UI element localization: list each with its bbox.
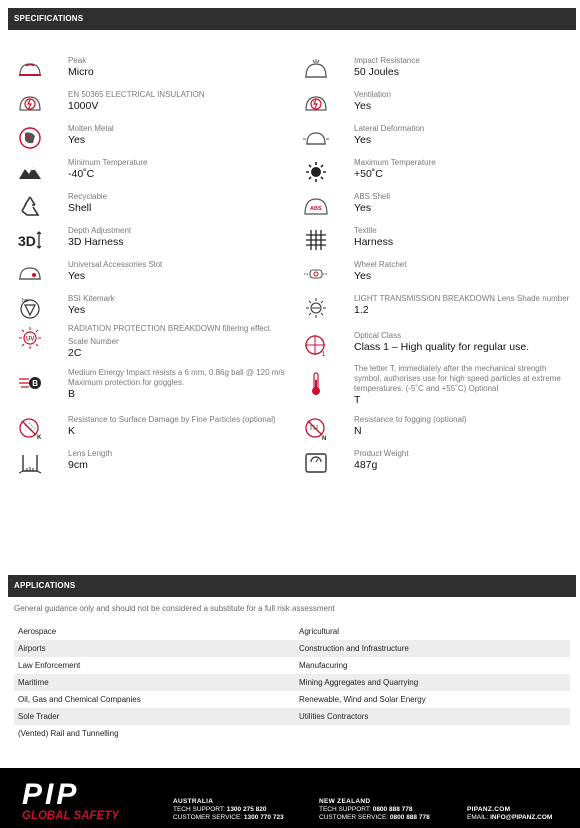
spec-radiation-protection	[16, 324, 270, 360]
fogging-icon	[302, 417, 330, 441]
spec-label: Recyclable	[68, 192, 108, 201]
spec-label: Resistance to fogging (optional)	[354, 415, 467, 424]
maximum-temperature-icon	[302, 160, 330, 184]
spec-value: B	[68, 388, 76, 400]
spec-label: Peak	[68, 56, 87, 65]
table-row	[14, 725, 570, 742]
table-row	[14, 657, 570, 674]
spec-depth-adjustment	[16, 226, 131, 252]
customer-service-label: CUSTOMER SERVICE:	[319, 814, 389, 821]
table-row	[14, 623, 570, 640]
spec-label: Maximum Temperature	[354, 158, 436, 167]
impact-helmet-icon	[302, 58, 330, 82]
applications-table	[14, 623, 570, 742]
table-cell: Law Enforcement	[18, 661, 81, 670]
footer-web	[467, 806, 552, 822]
spec-maximum-temperature	[302, 158, 436, 184]
spec-value: 9cm	[68, 459, 88, 471]
spec-surface-damage	[16, 415, 276, 441]
spec-value: 487g	[354, 459, 378, 471]
table-row	[14, 708, 570, 725]
spec-label: Minimum Temperature	[68, 158, 148, 167]
spec-value: T	[354, 394, 361, 406]
spec-electrical-insulation	[16, 90, 205, 116]
minimum-temperature-icon	[16, 160, 44, 184]
spec-label: Textile	[354, 226, 377, 235]
spec-label: Molten Metal	[68, 124, 114, 133]
svg-text:UV: UV	[26, 336, 35, 343]
customer-service-number[interactable]: 1300 770 723	[243, 814, 284, 821]
spec-label: BSI Kitemark	[68, 294, 115, 303]
electrical-insulation-icon	[16, 92, 44, 116]
spec-label: Lens Length	[68, 449, 113, 458]
spec-label-2: Scale Number	[68, 337, 119, 346]
email-label: EMAIL:	[467, 814, 489, 821]
tech-support-label: TECH SUPPORT:	[319, 806, 371, 813]
spec-value: 2C	[68, 347, 82, 359]
wheel-ratchet-icon	[302, 262, 330, 286]
spec-peak	[16, 56, 94, 82]
svg-text:N: N	[322, 436, 327, 441]
table-cell	[295, 725, 570, 742]
spec-molten-metal	[16, 124, 114, 150]
spec-value: Yes	[354, 134, 372, 146]
spec-label: Ventilation	[354, 90, 391, 99]
footer	[0, 768, 580, 828]
spec-label-3: temperatures. (-5˚C and +55˚C) Optional	[354, 384, 499, 393]
spec-label: ABS Shell	[354, 192, 391, 201]
spec-value: 50 Joules	[354, 66, 399, 78]
spec-label: LIGHT TRANSMISSION BREAKDOWN Lens Shade number	[354, 294, 570, 303]
uv-radiation-icon	[16, 326, 44, 350]
tech-support-label: TECH SUPPORT:	[173, 806, 225, 813]
table-row	[14, 640, 570, 657]
spec-bsi-kitemark	[16, 294, 115, 320]
molten-metal-icon	[16, 126, 44, 150]
table-row	[14, 674, 570, 691]
spec-abs-shell	[302, 192, 390, 218]
spec-lateral-deformation	[302, 124, 424, 150]
spec-value: Yes	[354, 202, 372, 214]
spec-value: -40˚C	[68, 168, 95, 180]
footer-australia	[173, 798, 284, 822]
svg-text:ABS: ABS	[310, 206, 322, 212]
spec-value: N	[354, 425, 362, 437]
customer-service-number[interactable]: 0800 888 778	[389, 814, 430, 821]
svg-text:B: B	[32, 379, 39, 388]
spec-value: Yes	[68, 304, 86, 316]
spec-value: Shell	[68, 202, 92, 214]
spec-fogging	[302, 415, 467, 441]
applications-note: General guidance only and should not be considered a substitute for a full risk assessment	[14, 604, 335, 613]
table-cell: Renewable, Wind and Solar Energy	[299, 695, 426, 704]
customer-service-label: CUSTOMER SERVICE:	[173, 814, 243, 821]
spec-medium-energy-impact	[16, 368, 285, 401]
email-link[interactable]: INFO@PIPANZ.COM	[490, 814, 553, 821]
spec-wheel-ratchet	[302, 260, 406, 286]
table-cell: Oil, Gas and Chemical Companies	[18, 695, 141, 704]
pip-logo	[22, 778, 119, 823]
spec-label: Resistance to Surface Damage by Fine Particles (optional)	[68, 415, 276, 424]
table-cell: (Vented) Rail and Tunnelling	[18, 729, 119, 738]
applications-header: APPLICATIONS	[8, 575, 576, 597]
table-cell: Manufacuring	[299, 661, 348, 670]
spec-value: Harness	[354, 236, 394, 248]
spec-ventilation	[302, 90, 391, 116]
spec-label: Depth Adjustment	[68, 226, 132, 235]
table-row	[14, 691, 570, 708]
impact-b-icon	[16, 370, 44, 394]
spec-textile	[302, 226, 393, 252]
accessories-slot-icon	[16, 262, 44, 286]
spec-label: EN 50365 ELECTRICAL INSULATION	[68, 90, 205, 99]
thermometer-icon	[302, 372, 330, 396]
abs-shell-icon	[302, 194, 330, 218]
svg-text:1: 1	[322, 352, 326, 357]
table-cell: Mining Aggregates and Quarrying	[299, 678, 419, 687]
lens-length-icon	[16, 451, 44, 475]
footer-heading: AUSTRALIA	[173, 798, 214, 805]
spec-label-2: symbol, authorises use for high speed particles at extreme	[354, 374, 561, 383]
spec-product-weight	[302, 449, 409, 475]
spec-value: Yes	[354, 270, 372, 282]
optical-class-icon	[302, 333, 330, 357]
spec-label: Product Weight	[354, 449, 409, 458]
table-cell: Agricultural	[299, 627, 340, 636]
spec-letter-t	[302, 364, 561, 407]
depth-adjustment-icon	[16, 228, 44, 252]
ventilation-icon	[302, 92, 330, 116]
spec-light-transmission	[302, 294, 569, 320]
svg-text:K: K	[37, 435, 42, 441]
peak-helmet-icon	[16, 58, 44, 82]
spec-value: Yes	[68, 134, 86, 146]
specifications-header: SPECIFICATIONS	[8, 8, 576, 30]
light-transmission-icon	[302, 296, 330, 320]
spec-value: 1000V	[68, 100, 99, 112]
spec-impact-resistance	[302, 56, 420, 82]
spec-label: Impact Resistance	[354, 56, 420, 65]
spec-value: 3D Harness	[68, 236, 124, 248]
spec-accessories-slot	[16, 260, 162, 286]
svg-text:bsi: bsi	[22, 298, 29, 304]
spec-label: RADIATION PROTECTION BREAKDOWN filtering effect	[68, 324, 270, 333]
svg-text:3D: 3D	[18, 233, 36, 249]
table-cell: Maritime	[18, 678, 49, 687]
spec-label: Medium Energy Impact resists a 6 mm, 0.86g ball @ 120 m/s	[68, 368, 285, 377]
spec-value: K	[68, 425, 76, 437]
tech-support-number[interactable]: 0800 888 778	[372, 806, 413, 813]
surface-damage-icon	[16, 417, 44, 441]
textile-icon	[302, 228, 330, 252]
spec-label: Universal Accessories Slot	[68, 260, 163, 269]
spec-value: Class 1 – High quality for regular use.	[354, 341, 530, 353]
spec-value: 1.2	[354, 304, 369, 316]
table-cell: Sole Trader	[18, 712, 60, 721]
table-cell: Construction and Infrastructure	[299, 644, 409, 653]
spec-value: +50˚C	[354, 168, 383, 180]
tech-support-number[interactable]: 1300 275 820	[226, 806, 267, 813]
lateral-deformation-icon	[302, 126, 330, 150]
table-cell: Aerospace	[18, 627, 57, 636]
spec-label: Optical Class	[354, 331, 402, 340]
spec-value: Yes	[68, 270, 86, 282]
footer-heading: NEW ZEALAND	[319, 798, 371, 805]
recyclable-icon	[16, 194, 44, 218]
spec-lens-length	[16, 449, 112, 475]
weight-scale-icon	[302, 451, 330, 475]
footer-new-zealand	[319, 798, 430, 822]
spec-recyclable	[16, 192, 107, 218]
website-link[interactable]: PIPANZ.COM	[467, 806, 511, 813]
spec-label: The letter T, immediately after the mechanical strength	[354, 364, 547, 373]
spec-optical-class	[302, 331, 529, 357]
spec-label: Wheel Ratchet	[354, 260, 407, 269]
spec-value: Yes	[354, 100, 372, 112]
spec-label-2: Maximum protection for goggles.	[68, 378, 185, 387]
spec-minimum-temperature	[16, 158, 147, 184]
logo-sub-text: GLOBAL SAFETY	[22, 810, 119, 822]
spec-label: Lateral Deformation	[354, 124, 425, 133]
spec-value: Micro	[68, 66, 94, 78]
table-cell: Utilities Contractors	[299, 712, 369, 721]
bsi-kitemark-icon	[16, 296, 44, 320]
table-cell: Airports	[18, 644, 46, 653]
logo-main-text: PIP	[22, 778, 80, 811]
